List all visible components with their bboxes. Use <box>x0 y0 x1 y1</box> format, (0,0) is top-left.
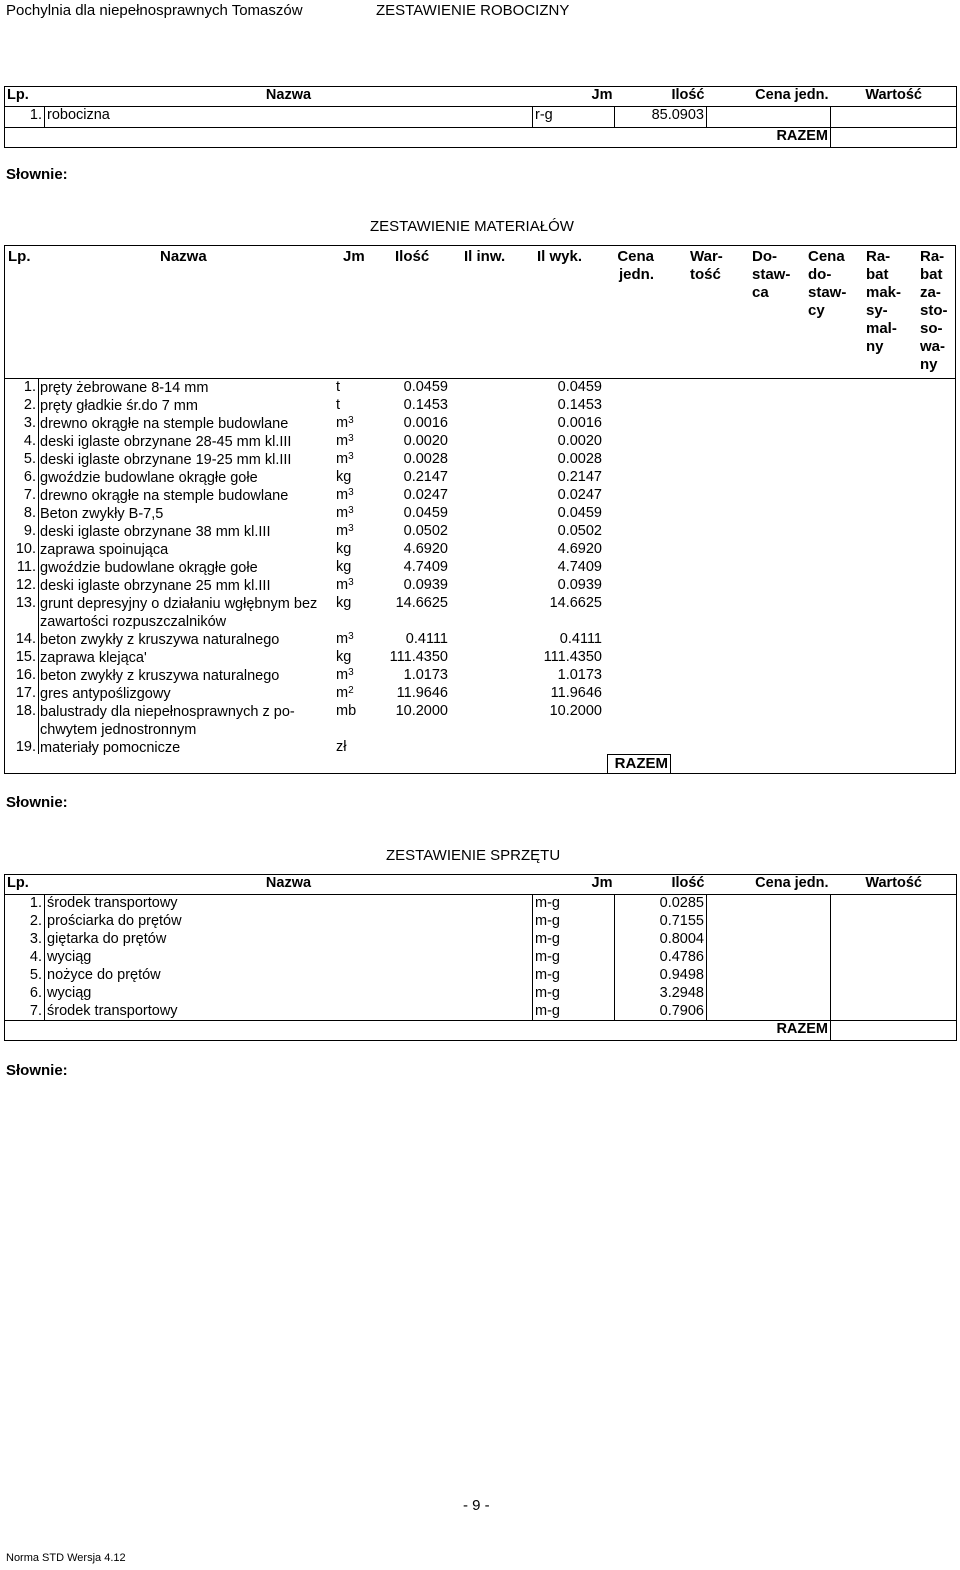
row-nazwa: materiały pomocnicze <box>40 740 181 756</box>
labor-notes-label: Słownie: <box>6 166 68 183</box>
row-nazwa: beton zwykły z kruszywa naturalnego <box>40 632 280 648</box>
row-il-wyk: 11.9646 <box>550 685 602 701</box>
row-ilosc: 0.0028 <box>403 451 448 467</box>
table-row <box>5 985 957 1003</box>
row-cena-jedn <box>707 913 831 931</box>
labor-total-label: RAZEM <box>707 128 831 148</box>
row-lp: 5. <box>23 451 36 467</box>
row-cena-jedn <box>707 895 831 913</box>
row-il-wyk: 0.4111 <box>559 631 602 647</box>
row-lp: 10. <box>15 541 36 557</box>
row-nazwa: deski iglaste obrzynane 38 mm kl.III <box>40 524 271 540</box>
row-ilosc: 1.0173 <box>403 667 448 683</box>
row-jm-exponent: 3 <box>348 415 354 426</box>
row-jm-text: m <box>336 505 349 521</box>
row-jm-text: m <box>336 415 349 431</box>
equipment-total-label: RAZEM <box>707 1021 831 1041</box>
row-lp: 13. <box>15 595 36 611</box>
row-ilosc: 0.0285 <box>615 895 707 913</box>
row-nazwa: beton zwykły z kruszywa naturalnego <box>40 668 280 684</box>
row-jm-text: t <box>336 397 341 413</box>
table-row <box>4 379 604 397</box>
col-lp: Lp. <box>5 875 45 895</box>
table-row <box>4 541 604 559</box>
row-il-inw <box>450 487 532 505</box>
col-rabat-zast: Ra-bat za-sto-so-wa-ny <box>920 248 948 373</box>
row-nazwa: środek transportowy <box>45 1003 533 1021</box>
row-jm <box>334 595 384 631</box>
row-lp: 2. <box>23 397 36 413</box>
row-jm-exponent: 3 <box>348 505 354 516</box>
row-jm <box>334 541 384 559</box>
row-jm-text: kg <box>336 559 352 575</box>
row-nazwa: drewno okrągłe na stemple budowlane <box>40 488 289 504</box>
row-il-wyk: 0.2147 <box>557 469 602 485</box>
row-nazwa: deski iglaste obrzynane 25 mm kl.III <box>40 578 271 594</box>
row-cena-jedn <box>707 949 831 967</box>
row-lp: 15. <box>15 649 36 665</box>
row-lp: 3. <box>5 931 45 949</box>
row-lp: 7. <box>5 1003 45 1021</box>
row-jm-exponent: 3 <box>348 523 354 534</box>
row-jm-exponent: 3 <box>348 451 354 462</box>
row-lp: 1. <box>23 379 36 395</box>
row-il-wyk: 0.0028 <box>557 451 602 467</box>
row-ilosc: 4.6920 <box>403 541 448 557</box>
row-il-wyk: 111.4350 <box>543 649 602 665</box>
row-il-wyk: 0.0020 <box>557 433 602 449</box>
row-lp: 19. <box>15 739 36 755</box>
row-lp: 4. <box>5 949 45 967</box>
row-lp: 6. <box>5 985 45 1003</box>
row-il-inw <box>450 559 532 577</box>
row-jm-exponent: 3 <box>348 667 354 678</box>
row-ilosc: 0.4111 <box>405 631 448 647</box>
row-jm <box>334 577 384 595</box>
version-label: Norma STD Wersja 4.12 <box>6 1552 126 1564</box>
row-ilosc: 0.0502 <box>403 523 448 539</box>
table-row <box>4 487 604 505</box>
row-lp: 12. <box>15 577 36 593</box>
row-jm-text: m <box>336 523 349 539</box>
equipment-notes-label: Słownie: <box>6 1062 68 1079</box>
row-jm-text: kg <box>336 469 352 485</box>
row-nazwa: wyciąg <box>45 949 533 967</box>
row-ilosc: 3.2948 <box>615 985 707 1003</box>
table-row <box>4 631 604 649</box>
row-nazwa: robocizna <box>45 107 533 128</box>
col-jm: Jm <box>533 87 615 107</box>
row-il-inw <box>450 415 532 433</box>
col-wartosc: Wartość <box>831 875 957 895</box>
row-jm-exponent: 3 <box>348 577 354 588</box>
row-nazwa: Beton zwykły B-7,5 <box>40 506 164 522</box>
row-il-wyk: 10.2000 <box>549 703 602 719</box>
table-row <box>5 913 957 931</box>
row-ilosc: 4.7409 <box>403 559 448 575</box>
row-ilosc: 10.2000 <box>395 703 448 719</box>
row-il-inw <box>450 685 532 703</box>
row-il-inw <box>450 649 532 667</box>
row-lp: 16. <box>15 667 36 683</box>
row-jm-text: m <box>336 487 349 503</box>
row-il-wyk: 0.0247 <box>557 487 602 503</box>
row-lp: 1. <box>5 107 45 128</box>
table-row <box>5 895 957 913</box>
col-jm: Jm <box>533 875 615 895</box>
table-row <box>4 415 604 433</box>
row-il-inw <box>450 451 532 469</box>
equipment-title: ZESTAWIENIE SPRZĘTU <box>386 847 561 864</box>
row-nazwa: środek transportowy <box>45 895 533 913</box>
col-nazwa: Nazwa <box>45 875 533 895</box>
row-jm-text: t <box>336 379 341 395</box>
equipment-table <box>4 874 957 1041</box>
table-row <box>4 667 604 685</box>
row-jm-text: zł <box>336 739 347 755</box>
row-nazwa: deski iglaste obrzynane 28-45 mm kl.III <box>40 434 292 450</box>
row-il-inw <box>450 703 532 739</box>
labor-table <box>4 86 957 148</box>
row-nazwa: balustrady dla niepełnosprawnych z po-chwytem jednostronnym <box>40 704 295 738</box>
col-ilosc: Ilość <box>615 87 707 107</box>
row-il-wyk: 0.0016 <box>557 415 602 431</box>
row-jm <box>334 487 384 505</box>
table-row <box>4 739 604 757</box>
row-jm <box>334 649 384 667</box>
col-lp: Lp. <box>5 87 45 107</box>
row-il-wyk: 0.0459 <box>557 379 602 395</box>
row-nazwa: deski iglaste obrzynane 19-25 mm kl.III <box>40 452 292 468</box>
row-nazwa: pręty żebrowane 8-14 mm <box>40 380 209 396</box>
row-jm-text: m <box>336 667 349 683</box>
row-jm: r-g <box>533 107 615 128</box>
row-jm: m-g <box>533 931 615 949</box>
equipment-header-row <box>5 875 957 895</box>
row-lp: 11. <box>16 559 36 575</box>
row-lp: 17. <box>15 685 36 701</box>
row-jm <box>334 469 384 487</box>
row-il-wyk: 14.6625 <box>549 595 602 611</box>
row-nazwa: gres antypoślizgowy <box>40 686 171 702</box>
row-jm <box>334 739 384 757</box>
row-il-wyk: 0.0939 <box>557 577 602 593</box>
row-cena-jedn <box>707 985 831 1003</box>
col-lp: Lp. <box>8 248 31 265</box>
row-wartosc <box>831 913 957 931</box>
row-jm <box>334 451 384 469</box>
table-row <box>5 1003 957 1021</box>
row-ilosc: 0.0939 <box>403 577 448 593</box>
col-wartosc: War-tość <box>690 248 723 283</box>
col-il-wyk: Il wyk. <box>537 248 583 265</box>
row-jm <box>334 523 384 541</box>
row-ilosc: 111.4350 <box>389 649 448 665</box>
row-wartosc <box>831 949 957 967</box>
row-il-wyk <box>532 739 604 757</box>
page-number: - 9 - <box>463 1497 490 1514</box>
table-row <box>4 559 604 577</box>
row-wartosc <box>831 985 957 1003</box>
row-il-wyk: 4.7409 <box>557 559 602 575</box>
row-nazwa: pręty gładkie śr.do 7 mm <box>40 398 198 414</box>
labor-header-row <box>5 87 957 107</box>
row-jm-exponent: 3 <box>348 487 354 498</box>
row-jm-text: m <box>336 685 349 701</box>
row-il-inw <box>450 397 532 415</box>
row-il-inw <box>450 577 532 595</box>
row-jm-text: m <box>336 631 349 647</box>
table-row <box>5 107 957 128</box>
row-jm-text: kg <box>336 595 352 611</box>
row-nazwa: zaprawa klejąca' <box>40 650 147 666</box>
row-nazwa: nożyce do prętów <box>45 967 533 985</box>
row-nazwa: drewno okrągłe na stemple budowlane <box>40 416 289 432</box>
col-ilosc: Ilość <box>395 248 430 265</box>
table-row <box>4 469 604 487</box>
row-il-wyk: 0.0502 <box>557 523 602 539</box>
row-jm: m-g <box>533 1003 615 1021</box>
table-row <box>4 397 604 415</box>
row-nazwa: giętarka do prętów <box>45 931 533 949</box>
row-jm: m-g <box>533 949 615 967</box>
col-dostawca: Do-staw-ca <box>752 248 791 301</box>
row-il-inw <box>450 505 532 523</box>
materials-table <box>4 379 604 757</box>
row-wartosc <box>831 1003 957 1021</box>
table-row <box>4 685 604 703</box>
row-jm-exponent: 2 <box>348 685 354 696</box>
table-row <box>5 931 957 949</box>
row-jm <box>334 397 384 415</box>
row-jm-text: m <box>336 577 349 593</box>
row-nazwa: zaprawa spoinująca <box>40 542 169 558</box>
row-ilosc <box>384 739 450 757</box>
row-jm <box>334 415 384 433</box>
row-nazwa: wyciąg <box>45 985 533 1003</box>
row-jm <box>334 685 384 703</box>
table-row <box>4 577 604 595</box>
row-jm-exponent: 3 <box>348 631 354 642</box>
row-lp: 3. <box>23 415 36 431</box>
row-jm: m-g <box>533 895 615 913</box>
row-ilosc: 0.7155 <box>615 913 707 931</box>
row-ilosc: 14.6625 <box>395 595 448 611</box>
row-lp: 8. <box>23 505 36 521</box>
row-jm: m-g <box>533 985 615 1003</box>
row-il-inw <box>450 379 532 397</box>
col-il-inw: Il inw. <box>464 248 506 265</box>
row-jm-text: mb <box>336 703 357 719</box>
row-jm <box>334 559 384 577</box>
row-ilosc: 0.8004 <box>615 931 707 949</box>
col-nazwa: Nazwa <box>160 248 207 265</box>
row-il-inw <box>450 667 532 685</box>
row-jm: m-g <box>533 967 615 985</box>
row-lp: 2. <box>5 913 45 931</box>
row-il-inw <box>450 541 532 559</box>
col-wartosc: Wartość <box>831 87 957 107</box>
row-il-inw <box>450 631 532 649</box>
table-row <box>4 433 604 451</box>
row-ilosc: 11.9646 <box>396 685 448 701</box>
materials-notes-label: Słownie: <box>6 794 68 811</box>
row-jm <box>334 667 384 685</box>
table-row <box>4 703 604 739</box>
row-il-wyk: 1.0173 <box>557 667 602 683</box>
row-wartosc <box>831 895 957 913</box>
row-lp: 4. <box>23 433 36 449</box>
row-ilosc: 0.0459 <box>403 505 448 521</box>
col-cena-jedn: Cena jedn. <box>707 875 831 895</box>
row-cena-jedn <box>707 931 831 949</box>
row-lp: 6. <box>23 469 36 485</box>
row-jm <box>334 379 384 397</box>
row-il-inw <box>450 595 532 631</box>
project-name: Pochylnia dla niepełnosprawnych Tomaszów <box>6 2 303 19</box>
page-title: ZESTAWIENIE ROBOCIZNY <box>376 2 570 19</box>
row-lp: 14. <box>15 631 36 647</box>
row-jm <box>334 505 384 523</box>
row-ilosc: 0.7906 <box>615 1003 707 1021</box>
row-ilosc: 0.0247 <box>403 487 448 503</box>
row-ilosc: 0.4786 <box>615 949 707 967</box>
row-il-inw <box>450 739 532 757</box>
materials-title: ZESTAWIENIE MATERIAŁÓW <box>370 218 574 235</box>
col-ilosc: Ilość <box>615 875 707 895</box>
row-nazwa: gwoździe budowlane okrągłe gołe <box>40 560 258 576</box>
row-ilosc: 0.0020 <box>403 433 448 449</box>
materials-total-label: RAZEM <box>607 754 671 774</box>
row-lp: 5. <box>5 967 45 985</box>
col-cena-dostawcy: Cena do-staw-cy <box>808 248 847 319</box>
row-ilosc: 0.0459 <box>403 379 448 395</box>
row-jm-text: kg <box>336 541 352 557</box>
table-row <box>4 649 604 667</box>
row-nazwa: prościarka do prętów <box>45 913 533 931</box>
row-jm <box>334 433 384 451</box>
table-row <box>4 505 604 523</box>
row-il-inw <box>450 433 532 451</box>
col-jm: Jm <box>343 248 365 265</box>
row-lp: 18. <box>15 703 36 719</box>
row-ilosc: 0.2147 <box>403 469 448 485</box>
table-row <box>5 967 957 985</box>
row-jm-text: m <box>336 451 349 467</box>
row-jm-exponent: 3 <box>348 433 354 444</box>
row-nazwa: grunt depresyjny o działaniu wgłębnym bez zawartości rozpuszczalników <box>40 596 318 630</box>
row-jm <box>334 703 384 739</box>
table-row <box>4 523 604 541</box>
row-ilosc: 0.1453 <box>403 397 448 413</box>
row-il-wyk: 4.6920 <box>557 541 602 557</box>
row-il-wyk: 0.1453 <box>557 397 602 413</box>
row-ilosc: 0.0016 <box>403 415 448 431</box>
row-wartosc <box>831 967 957 985</box>
row-il-wyk: 0.0459 <box>557 505 602 521</box>
row-lp: 1. <box>5 895 45 913</box>
row-jm <box>334 631 384 649</box>
col-rabat-max: Ra-bat mak-sy-mal-ny <box>866 248 902 355</box>
row-jm: m-g <box>533 913 615 931</box>
col-cena-jedn: Cena jedn. <box>707 87 831 107</box>
row-ilosc: 0.9498 <box>615 967 707 985</box>
row-il-inw <box>450 469 532 487</box>
row-il-inw <box>450 523 532 541</box>
row-cena-jedn <box>707 1003 831 1021</box>
row-jm-text: kg <box>336 649 352 665</box>
row-jm-text: m <box>336 433 349 449</box>
table-row <box>4 595 604 631</box>
row-ilosc: 85.0903 <box>615 107 707 128</box>
table-row <box>4 451 604 469</box>
row-cena-jedn <box>707 967 831 985</box>
row-lp: 9. <box>23 523 36 539</box>
row-wartosc <box>831 931 957 949</box>
row-nazwa: gwoździe budowlane okrągłe gołe <box>40 470 258 486</box>
table-row <box>5 949 957 967</box>
col-nazwa: Nazwa <box>45 87 533 107</box>
row-lp: 7. <box>23 487 36 503</box>
col-cena-jedn: Cena jedn. <box>617 248 654 283</box>
